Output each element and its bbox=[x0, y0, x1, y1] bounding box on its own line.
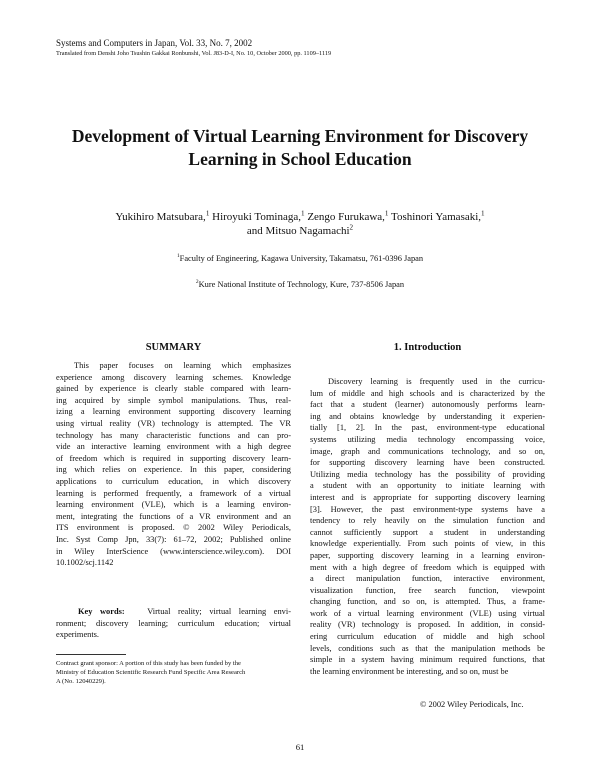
affiliation-mark: 1 bbox=[301, 209, 305, 218]
copyright-notice: © 2002 Wiley Periodicals, Inc. bbox=[420, 700, 524, 709]
title-line-1: Development of Virtual Learning Environment for Discovery bbox=[71, 126, 529, 146]
text-line: technology has many characteristic functions and can pro- bbox=[56, 430, 291, 440]
text-line: Utilizing media technology has the possibility of providing bbox=[310, 469, 545, 479]
keywords-line bbox=[56, 606, 291, 618]
text-line: image, graph and communications technology, and so on, bbox=[310, 446, 545, 456]
authors-line-2 bbox=[40, 224, 560, 238]
keywords-label: Key words: bbox=[78, 607, 125, 616]
text-line: a student with an opportunity to initiate learning with bbox=[310, 481, 545, 491]
text-line: work of a virtual learning environment (VLE) using virtual bbox=[310, 608, 545, 618]
text-line: [3]. However, the past environment-type systems have a bbox=[310, 504, 545, 514]
text-line: visualization function, free search function, viewpoint bbox=[310, 585, 545, 595]
text-line: reality (VR) technology is proposed. In addition, in consid- bbox=[310, 620, 545, 630]
text-line: tially [1, 2]. In the past, environment-type educational bbox=[310, 423, 545, 433]
summary-heading: SUMMARY bbox=[145, 342, 202, 353]
text-line: tendency to rely heavily on the simulation function and bbox=[310, 516, 545, 526]
text-line: using virtual reality (VR) technology is attempted. The VR bbox=[56, 418, 291, 428]
funding-footnote bbox=[56, 659, 291, 686]
introduction-body bbox=[310, 376, 545, 677]
text-line: fact that a student (learner) autonomously performs learn- bbox=[310, 400, 545, 410]
text-line: ing which relies on experience. In this paper, considering bbox=[56, 465, 291, 475]
text-line: paper, supporting discovery learning in a learning environ- bbox=[310, 550, 545, 560]
footnote-line: Contract grant sponsor: A portion of this study has been funded by the bbox=[56, 660, 241, 667]
text-line: systems utilizing media technology encompassing voice, bbox=[310, 434, 545, 444]
author-name: Toshinori Yamasaki, bbox=[388, 211, 482, 223]
text-line: cannot sufficiently support a student in understanding bbox=[310, 527, 545, 537]
text-line: learning is performed frequently, a framework of a virtual bbox=[56, 488, 291, 498]
text-line: ing acquired by simple symbol manipulations. Thus, real- bbox=[56, 395, 291, 405]
text-line: applications to curriculum education, in which discovery bbox=[56, 476, 291, 486]
page-number: 61 bbox=[295, 742, 305, 752]
keywords-line: ronment; discovery learning; curriculum education; virtual bbox=[56, 618, 291, 628]
text-line: ITS environment is proposed. © 2002 Wiley Periodicals, bbox=[56, 523, 291, 533]
text-line: experience among discovery learning schemes. Knowledge bbox=[56, 372, 291, 382]
text-line: learning environment (VLE), which is a learning environ- bbox=[56, 500, 291, 510]
text-line: 10.1002/scj.1142 bbox=[56, 558, 114, 568]
journal-citation: Systems and Computers in Japan, Vol. 33, No. 7, 2002 bbox=[56, 38, 253, 48]
text-line: Discovery learning is frequently used in the curricu- bbox=[328, 377, 545, 386]
affiliation-mark: 1 bbox=[384, 209, 389, 218]
text-line: knowledge experientially. From such points of view, in this bbox=[310, 539, 545, 549]
affiliation-mark: 1 bbox=[481, 209, 485, 218]
footnote-line: Ministry of Education Scientific Research Fund Specific Area Research bbox=[56, 669, 246, 676]
text-line: interest and is appropriate for supporting discovery learning bbox=[310, 492, 545, 502]
text-line: vide an interactive learning environment with a high degree bbox=[56, 442, 291, 452]
text-line: izing a learning environment supporting discovery learning bbox=[56, 407, 291, 417]
text-line: ment with a high degree of freedom which is equipped with bbox=[310, 562, 545, 572]
text-line: This paper focuses on learning which emphasizes bbox=[74, 361, 291, 370]
paper-title bbox=[40, 125, 560, 171]
author-name: Hiroyuki Tominaga, bbox=[209, 211, 301, 223]
footnote-divider bbox=[56, 654, 126, 655]
text-line: ment, integrating the functions of a VR environment and an bbox=[56, 511, 291, 521]
text-line: of freedom which is required in supporting discovery learn- bbox=[56, 453, 291, 463]
text-line: ering curriculum education of middle and high school bbox=[310, 632, 545, 642]
introduction-heading: 1. Introduction bbox=[393, 342, 462, 353]
title-line-2: Learning in School Education bbox=[188, 149, 412, 169]
affiliation-1 bbox=[40, 254, 560, 264]
affiliation-2 bbox=[40, 280, 560, 290]
affiliation-text: Faculty of Engineering, Kagawa University, Takamatsu, 761-0396 Japan bbox=[179, 254, 424, 263]
text-line: ing and obtains knowledge by understanding it experien- bbox=[310, 411, 545, 421]
affiliation-text: Kure National Institute of Technology, Kure, 737-8506 Japan bbox=[198, 280, 405, 289]
affiliation-mark: 1 bbox=[176, 253, 180, 260]
summary-abstract bbox=[56, 360, 291, 569]
text-line: simple in a system having minimum required functions, that bbox=[310, 655, 545, 665]
text-line: the learning environment be interesting, and so on, must be bbox=[310, 666, 509, 676]
text-line: a direct manipulation function, interactive environment, bbox=[310, 574, 545, 584]
translation-note: Translated from Denshi Joho Tsushin Gakkai Ronbunshi, Vol. J83-D-I, No. 10, October 2000, pp. 1109–1119 bbox=[56, 50, 332, 57]
affiliation-mark: 2 bbox=[195, 279, 199, 286]
keywords-block bbox=[56, 606, 291, 641]
text-line: for supporting discovery learning have been constructed. bbox=[310, 458, 545, 468]
text-line: changing function, and so on, is attempted. Thus, a frame- bbox=[310, 597, 545, 607]
author-list bbox=[40, 210, 560, 238]
keywords-text: Virtual reality; virtual learning envi- bbox=[147, 607, 291, 616]
author-name: Zengo Furukawa, bbox=[304, 211, 385, 223]
affiliation-mark: 1 bbox=[205, 209, 210, 218]
author-name: and Mitsuo Nagamachi bbox=[246, 225, 350, 237]
text-line: lum of middle and high schools and is characterized by the bbox=[310, 388, 545, 398]
author-name: Yukihiro Matsubara, bbox=[115, 211, 206, 223]
text-line: in Wiley InterScience (www.interscience.wiley.com). DOI bbox=[56, 546, 291, 556]
text-line: Inc. Syst Comp Jpn, 33(7): 61–72, 2002; Published online bbox=[56, 534, 291, 544]
text-line: gained by experience is clearly stable compared with learn- bbox=[56, 384, 291, 394]
affiliation-mark: 2 bbox=[349, 223, 354, 232]
text-line: levels, conditions such as that the manipulation methods be bbox=[310, 643, 545, 653]
authors-line-1 bbox=[40, 210, 560, 224]
keywords-line: experiments. bbox=[56, 630, 100, 640]
footnote-line: A (No. 12040229). bbox=[56, 678, 106, 685]
